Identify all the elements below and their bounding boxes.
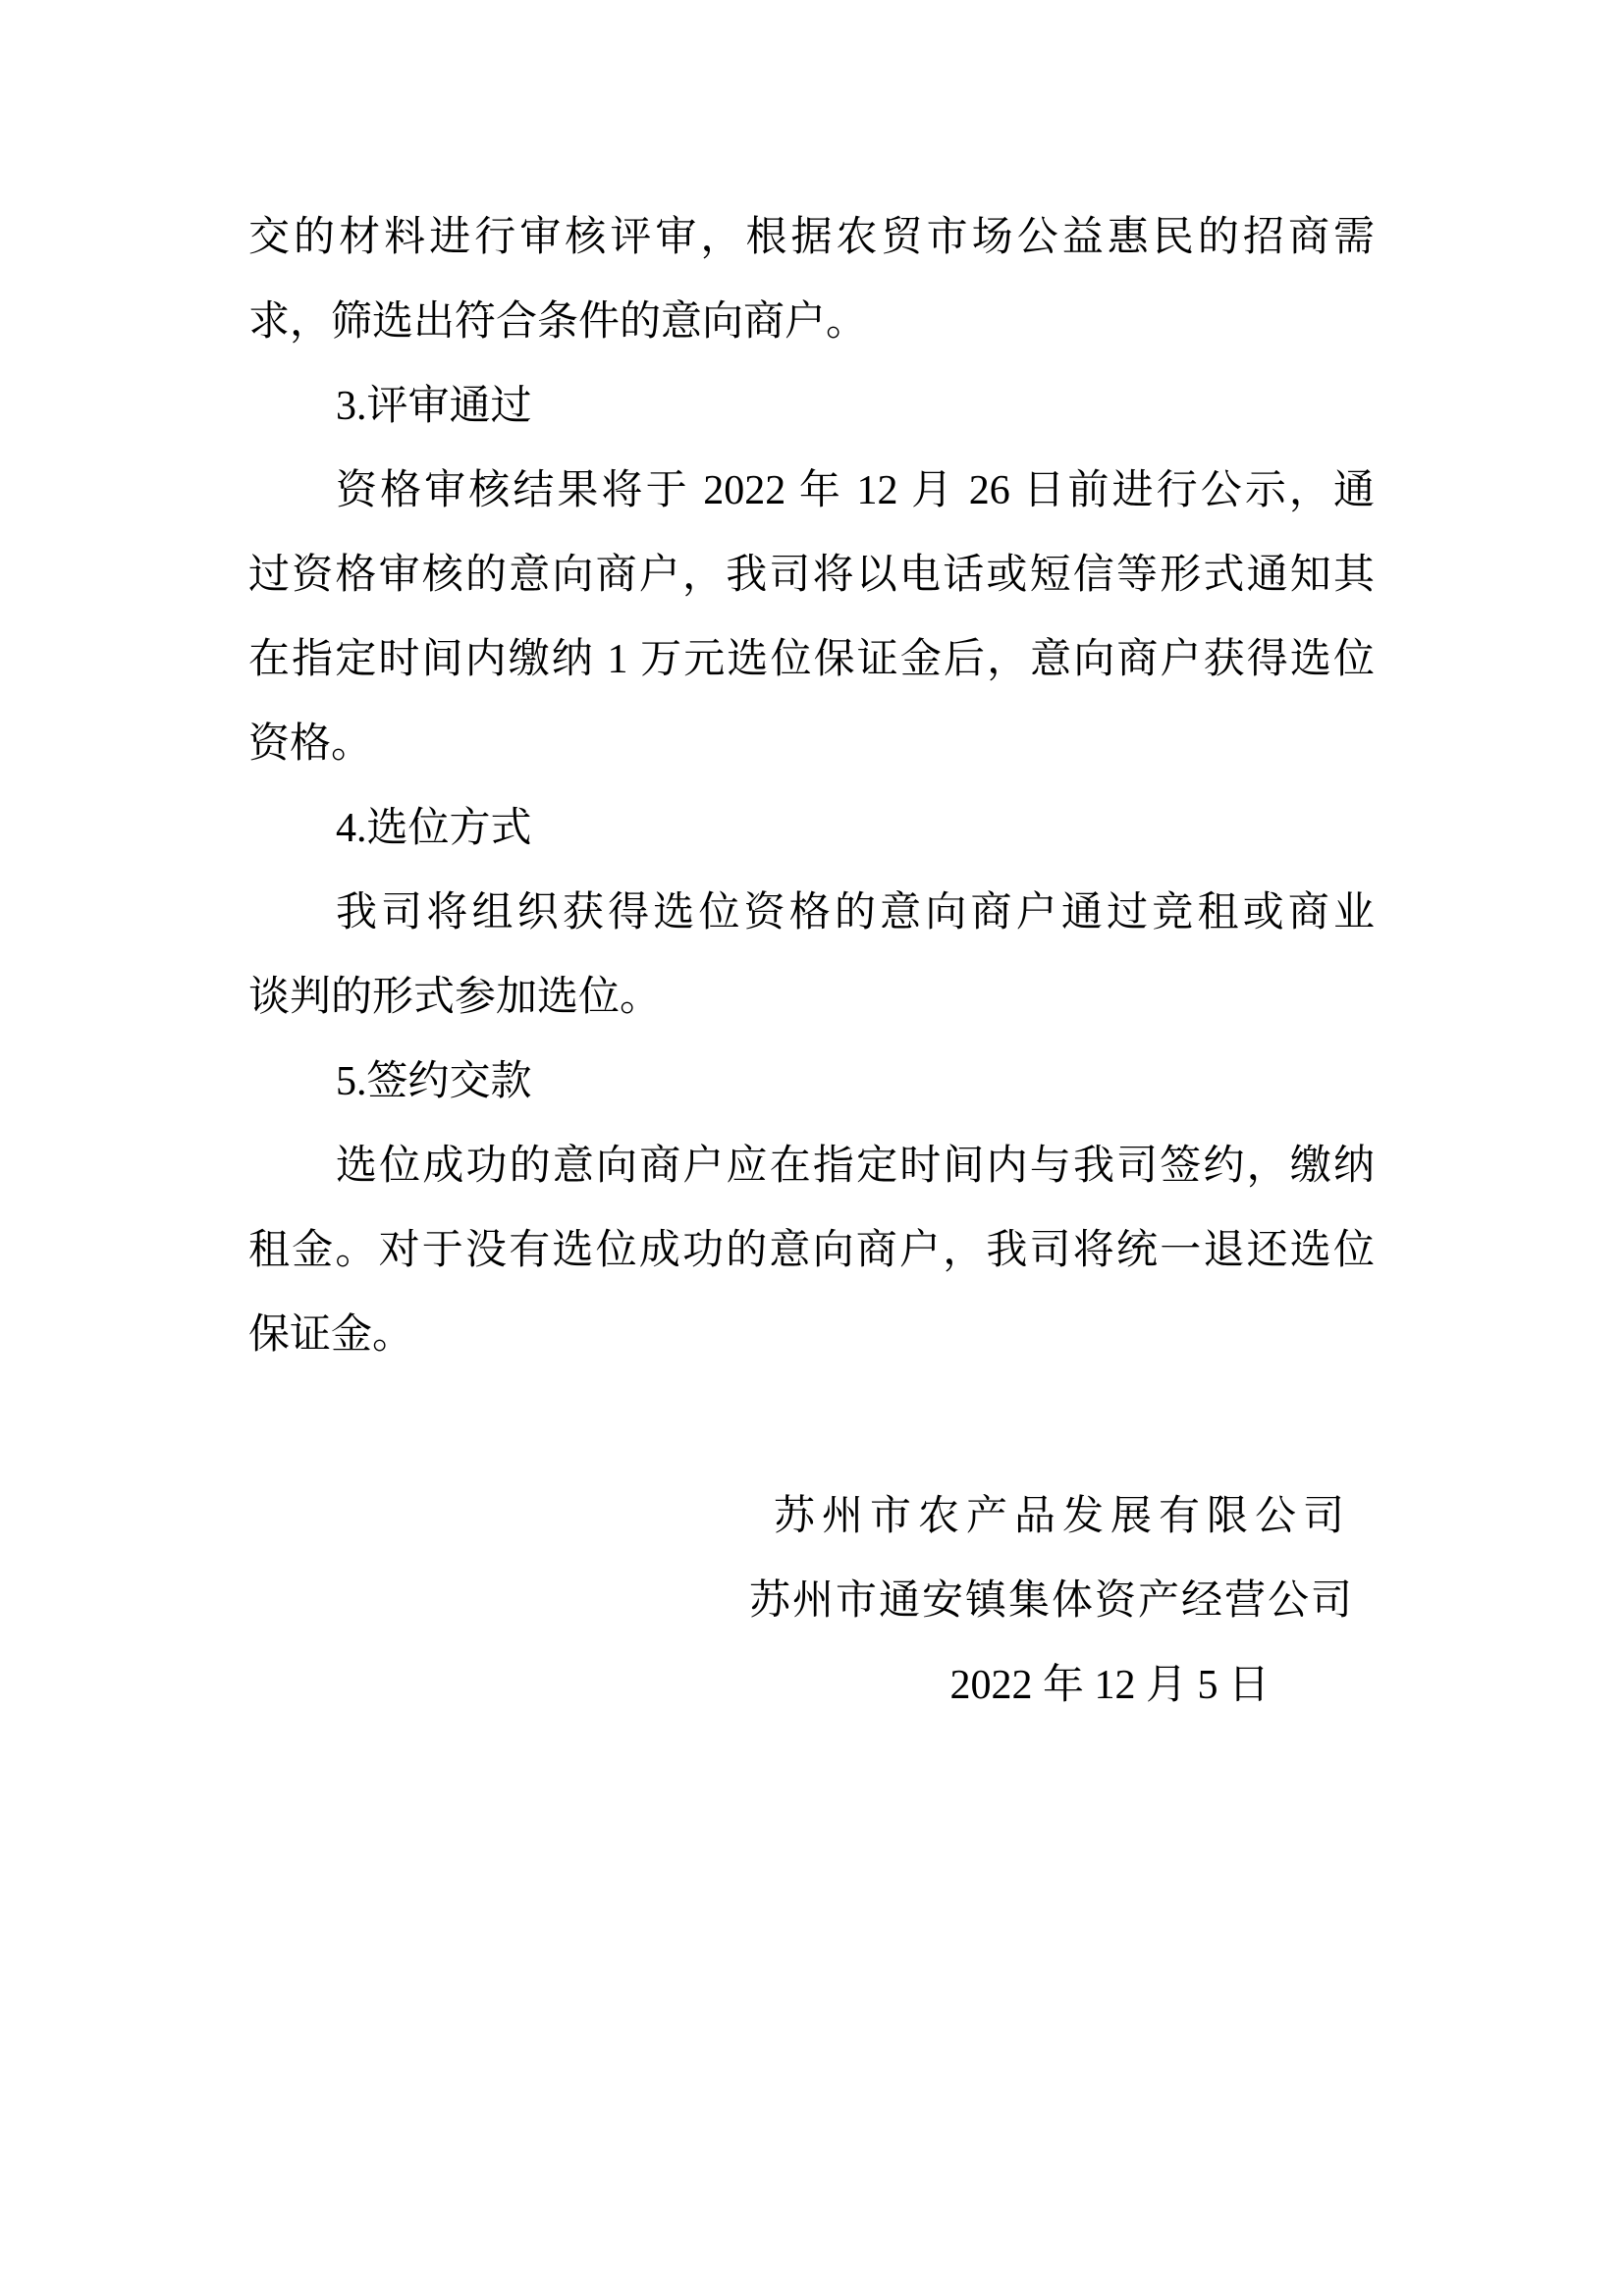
text-line: 保证金。 — [248, 1312, 414, 1358]
blank-line — [248, 1377, 1375, 1462]
text-line: 谈判的形式参加选位。 — [248, 975, 662, 1020]
section-heading-5: 5.签约交款 — [336, 1059, 532, 1104]
text-line: 过资格审核的意向商户，我司将以电话或短信等形式通知其 — [248, 553, 1375, 598]
signature-company-2: 苏州市通安镇集体资产经营公司 — [748, 1578, 1354, 1624]
text-line: 资格审核结果将于 2022 年 12 月 26 日前进行公示，通 — [336, 468, 1375, 513]
text-line: 在指定时间内缴纳 1 万元选位保证金后，意向商户获得选位 — [248, 637, 1375, 682]
text-line: 求，筛选出符合条件的意向商户。 — [248, 299, 868, 345]
text-line: 我司将组织获得选位资格的意向商户通过竞租或商业 — [336, 890, 1375, 935]
document-body — [248, 195, 1375, 1728]
section-heading-3: 3.评审通过 — [336, 384, 532, 429]
text-line: 资格。 — [248, 721, 373, 767]
signature-date: 2022 年 12 月 5 日 — [949, 1663, 1270, 1708]
text-line: 交的材料进行审核评审，根据农贸市场公益惠民的招商需 — [248, 215, 1375, 260]
text-line: 选位成功的意向商户应在指定时间内与我司签约，缴纳 — [336, 1144, 1375, 1189]
text-line: 租金。对于没有选位成功的意向商户，我司将统一退还选位 — [248, 1228, 1375, 1273]
section-heading-4: 4.选位方式 — [336, 806, 532, 851]
signature-block — [248, 1474, 1375, 1728]
signature-company-1: 苏州市农产品发展有限公司 — [773, 1494, 1351, 1539]
